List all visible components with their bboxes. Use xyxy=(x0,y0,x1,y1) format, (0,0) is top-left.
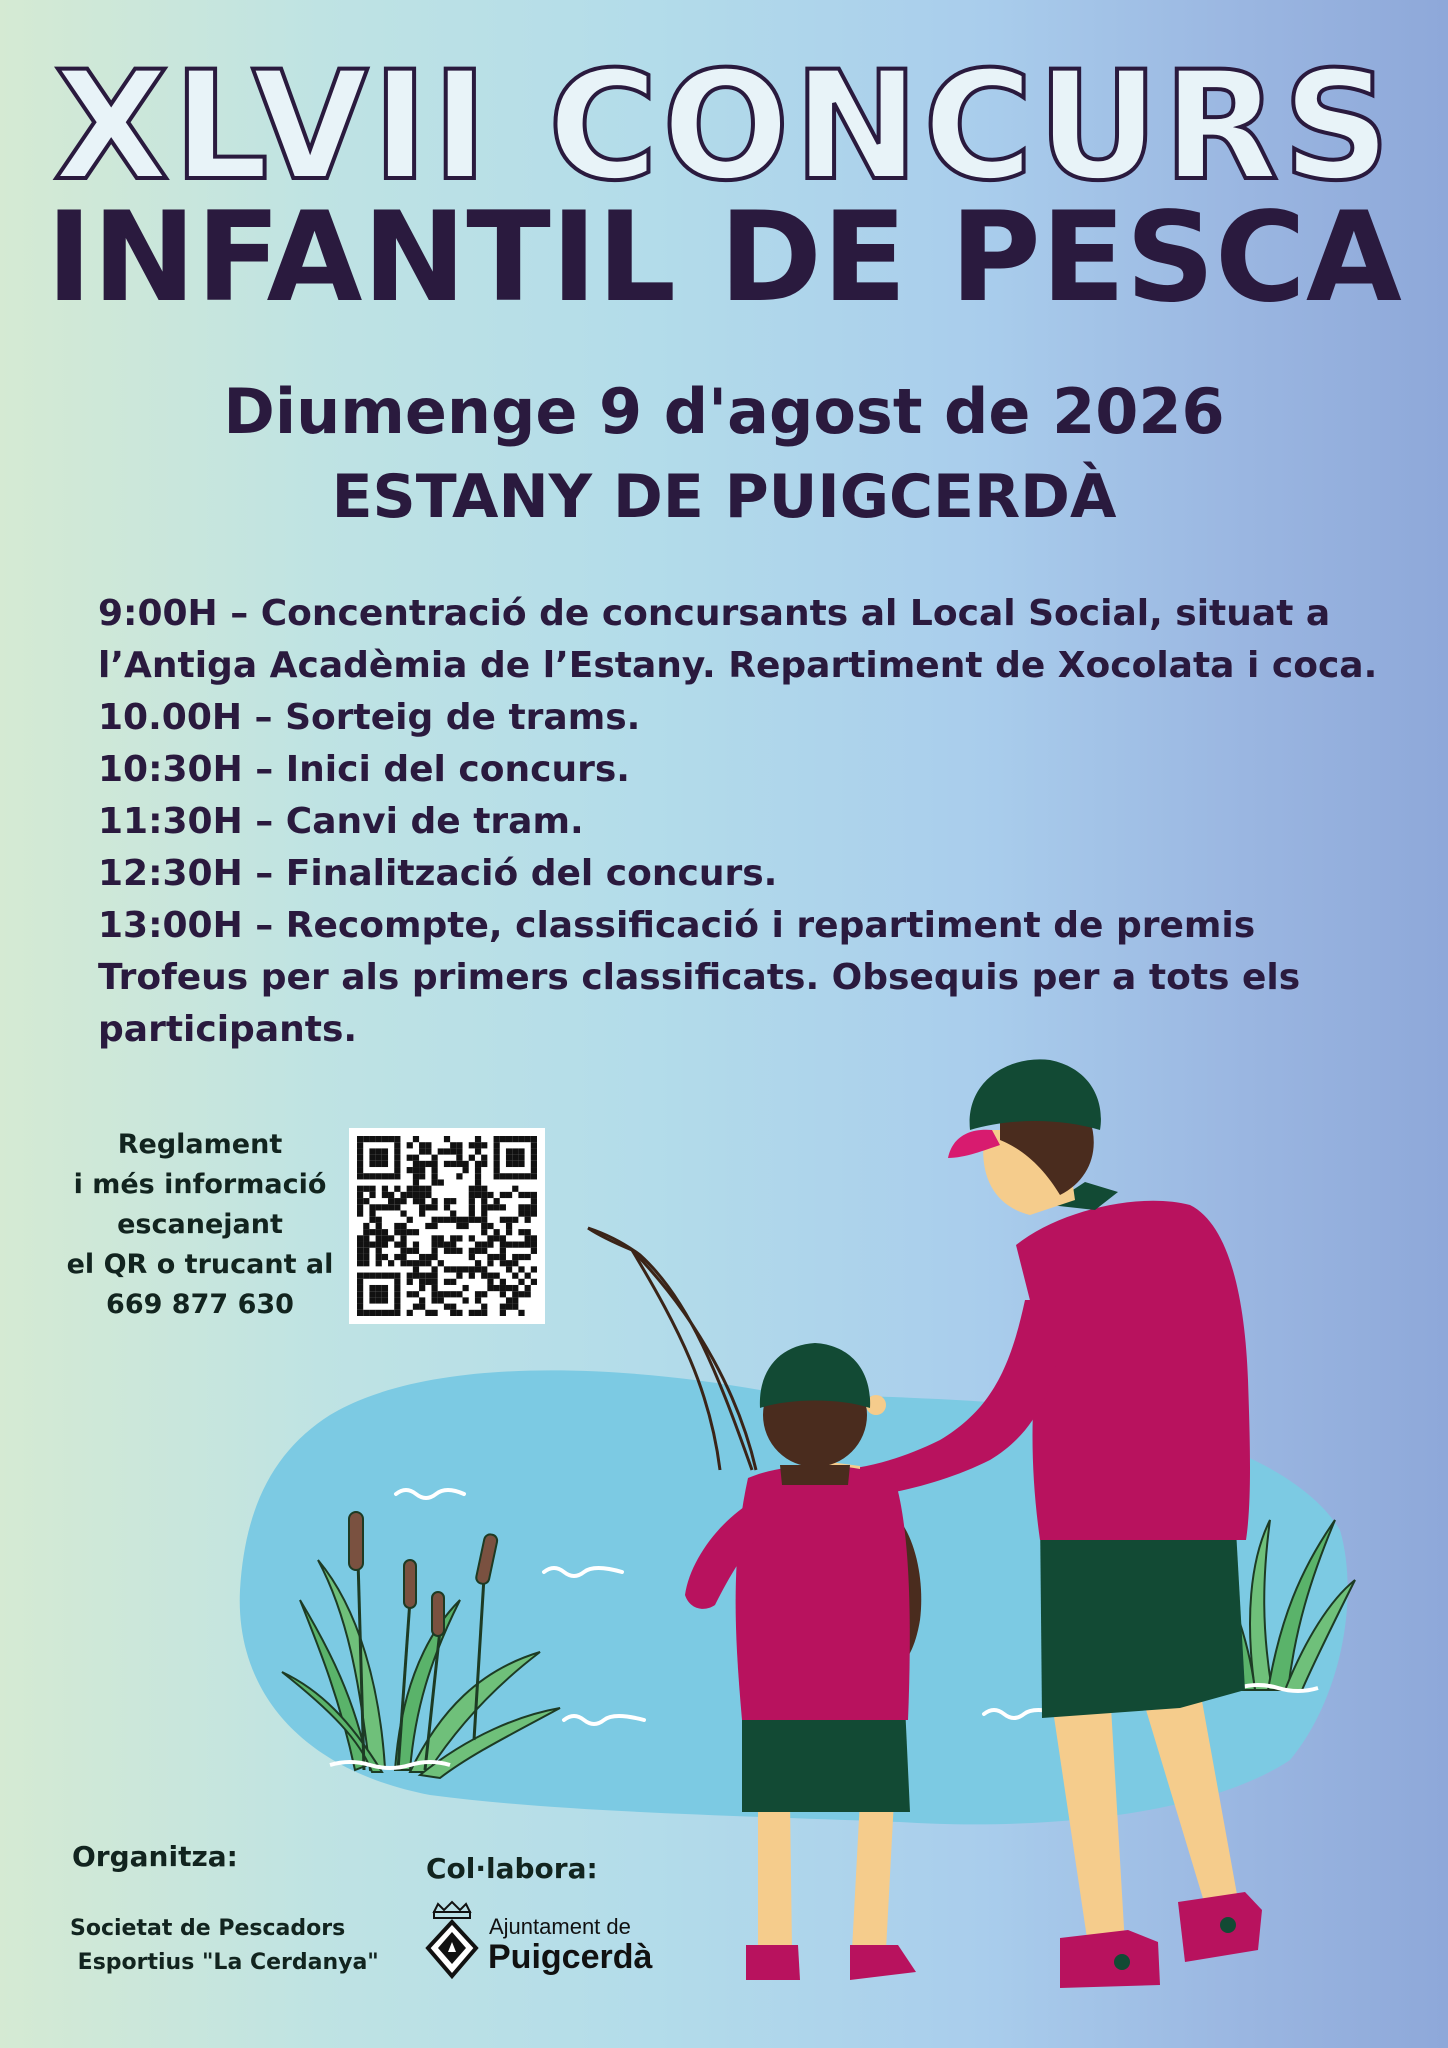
schedule-line: participants. xyxy=(98,1009,358,1050)
ajuntament-shield-icon xyxy=(424,1900,480,1986)
organizer-name-line: Societat de Pescadors xyxy=(70,1916,346,1941)
schedule-line: Trofeus per als primers classificats. Obsequis per a tots els xyxy=(98,957,1301,998)
collabora-label: Col·labora: xyxy=(426,1852,598,1885)
schedule-line: 9:00H – Concentració de concursants al Local Social, situat a xyxy=(98,593,1331,634)
info-line: i més informació xyxy=(73,1169,327,1200)
organizer-name xyxy=(70,1912,379,1980)
info-line: el QR o trucant al xyxy=(66,1249,334,1280)
ajuntament-name: Puigcerdà xyxy=(488,1938,653,1976)
info-line: escanejant xyxy=(117,1209,283,1240)
ajuntament-label: Ajuntament de xyxy=(489,1914,631,1939)
schedule-line: l’Antiga Acadèmia de l’Estany. Repartiment de Xocolata i coca. xyxy=(98,645,1378,686)
info-line: Reglament xyxy=(117,1129,283,1160)
title-line-2: INFANTIL DE PESCA xyxy=(46,186,1402,330)
event-place: ESTANY DE PUIGCERDÀ xyxy=(331,462,1117,532)
schedule-line: 12:30H – Finalització del concurs. xyxy=(98,853,778,894)
schedule-line: 11:30H – Canvi de tram. xyxy=(98,801,584,842)
organizer-name-line: Esportius "La Cerdanya" xyxy=(70,1950,379,1975)
schedule-line: 10:30H – Inici del concurs. xyxy=(98,749,630,790)
organitza-label: Organitza: xyxy=(72,1840,238,1873)
schedule-line: 10.00H – Sorteig de trams. xyxy=(98,697,641,738)
phone-number: 669 877 630 xyxy=(106,1289,294,1320)
event-date: Diumenge 9 d'agost de 2026 xyxy=(223,375,1225,448)
title-line-1: XLVII CONCURS xyxy=(53,40,1395,214)
schedule-line: 13:00H – Recompte, classificació i repartiment de premis xyxy=(98,905,1256,946)
